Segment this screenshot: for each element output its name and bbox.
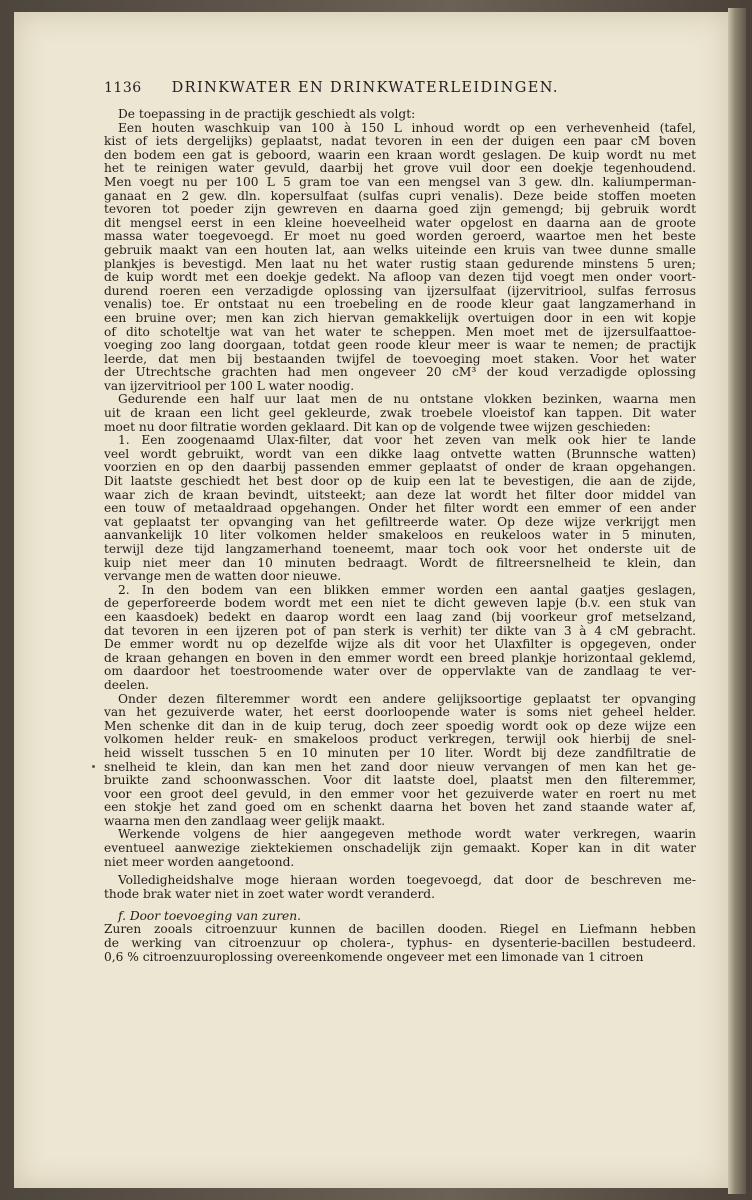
margin-speck (92, 765, 95, 768)
text-line: een kaasdoek) bedekt en daarop wordt een laag zand (bij voorkeur grof metselzand, (104, 609, 696, 624)
page-edge (728, 8, 746, 1194)
text-line: De toepassing in de practijk geschiedt als volgt: (118, 107, 416, 121)
paragraph-acids (104, 923, 696, 964)
text-line: de geperforeerde bodem wordt met een niet te dicht geweven lapje (b.v. een stuk van (104, 596, 696, 611)
text-line: De emmer wordt nu op dezelfde wijze als dit voor het Ulaxfilter is opgegeven, onder (104, 637, 696, 652)
text-line: het te reinigen water gevuld, daarbij het grove vuil door een doekje tegenhoudend. (104, 161, 696, 176)
text-line: waar zich de kraan bevindt, uitsteekt; aan deze lat wordt het filter door middel van (104, 487, 696, 502)
text-line: volkomen helder reuk- en smakeloos product verkregen, terwijl ook hierbij de snel- (104, 732, 696, 747)
text-line: Onder dezen filteremmer wordt een andere gelijksoortige geplaatst ter opvanging (118, 691, 696, 706)
text-line: niet meer worden aangetoond. (104, 854, 295, 869)
paragraph-method-1 (104, 434, 696, 584)
text-line: gebruik maakt van een houten lat, aan welks uiteinde een kruis van twee dunne smalle (104, 242, 696, 257)
text-line: veel wordt gebruikt, wordt van een dikke laag ontvette watten (Brunnsche watten) (104, 446, 696, 461)
paragraph-result (104, 828, 696, 869)
text-line: der Utrechtsche grachten had men ongeveer 20 cM³ der koud verzadigde oplossing (104, 365, 696, 380)
paragraph-procedure (104, 122, 696, 394)
paragraph-filter-bucket (104, 693, 696, 829)
spacer (104, 901, 696, 909)
text-line: eventueel aanwezige ziektekiemen onschadelijk zijn gemaakt. Koper kan in dit water (104, 841, 696, 856)
paragraph-intro (104, 108, 696, 122)
text-line: kist of iets dergelijks) geplaatst, nadat tevoren in een der duigen een paar cM boven (104, 134, 696, 149)
text-line: van het gezuiverde water, het eerst doorloopende water is soms niet geheel helder. (104, 705, 696, 720)
section-heading: f. Door toevoeging van zuren. (118, 909, 301, 924)
text-line: voorzien en op den daarbij passenden emmer geplaatst of onder de kraan opgehangen. (104, 460, 696, 475)
text-line: den bodem een gat is geboord, waarin een kraan wordt geslagen. De kuip wordt nu met (104, 147, 696, 162)
text-line: Werkende volgens de hier aangegeven methode wordt water verkregen, waarin (118, 827, 696, 842)
page-number: 1136 (104, 80, 142, 96)
running-header (104, 80, 604, 102)
text-line: venalis) toe. Er ontstaat nu een troebeling en de roode kleur gaat langzamerhand in (104, 297, 696, 312)
text-line: een touw of metaaldraad opgehangen. Onder het filter wordt een emmer of een ander (104, 501, 696, 516)
text-line: durend roeren een verzadigde oplossing van ijzersulfaat (ijzervitriool, sulfas ferrosus (104, 283, 696, 298)
text-line: kuip niet meer dan 10 minuten bedraagt. Wordt de filtreersnelheid te klein, dan (104, 555, 696, 570)
running-title: DRINKWATER EN DRINKWATERLEIDINGEN. (171, 80, 559, 96)
text-line: ganaat en 2 gew. dln. kopersulfaat (sulfas cupri venalis). Deze beide stoffen moeten (104, 188, 696, 203)
text-line: 0,6 % citroenzuuroplossing overeenkomende ongeveer met een limonade van 1 citroen (104, 949, 644, 964)
text-line: vat geplaatst ter opvanging van het gefiltreerde water. Op deze wijze verkrijgt men (104, 514, 696, 529)
text-line: plankjes is bevestigd. Men laat nu het water rustig staan gedurende minstens 5 uren; (104, 256, 696, 271)
text-line: Men voegt nu per 100 L 5 gram toe van een mengsel van 3 gew. dln. kaliumperman- (104, 174, 696, 189)
text-line: thode brak water niet in zoet water wordt veranderd. (104, 886, 435, 901)
text-line: 2. In den bodem van een blikken emmer worden een aantal gaatjes geslagen, (118, 582, 696, 597)
paragraph-settling (104, 393, 696, 434)
text-line: dat tevoren in een ijzeren pot of pan sterk is verhit) ter dikte van 3 à 4 cM gebracht. (104, 623, 696, 638)
text-line: heid wisselt tusschen 5 en 10 minuten per 10 liter. Wordt bij deze zandfiltratie de (104, 745, 696, 760)
text-line: waarna men den zandlaag weer gelijk maakt. (104, 813, 386, 828)
text-line: bruikte zand schoonwasschen. Voor dit laatste doel, plaatst men den filteremmer, (104, 773, 696, 788)
text-line: deelen. (104, 677, 150, 692)
text-line: de kraan gehangen en boven in den emmer wordt een breed plankje horizontaal geklemd, (104, 650, 696, 665)
text-line: of dito schoteltje wat van het water te scheppen. Men moet met de ijzersulfaattoe- (104, 324, 696, 339)
text-line: dit mengsel eerst in een kleine hoeveelheid water opgelost en daarna aan de groote (104, 215, 696, 230)
text-line: tevoren tot poeder zijn gewreven en daarna goed zijn gemengd; bij gebruik wordt (104, 202, 696, 217)
text-line: Men schenke dit dan in de kuip terug, doch zeer spoedig wordt ook op deze wijze een (104, 718, 696, 733)
text-line: leerde, dat men bij bestaanden twijfel de toevoeging moet staken. Voor het water (104, 351, 696, 366)
paragraph-brackish (104, 874, 696, 901)
text-line: uit de kraan een licht geel gekleurde, zwak troebele vloeistof kan tappen. Dit water (104, 406, 696, 421)
text-line: 1. Een zoogenaamd Ulax-filter, dat voor het zeven van melk ook hier te lande (118, 433, 696, 448)
paragraph-method-2 (104, 584, 696, 693)
text-line: de kuip wordt met een doekje gedekt. Na afloop van dezen tijd voegt men onder voort- (104, 270, 696, 285)
text-line: vervange men de watten door nieuwe. (104, 569, 342, 584)
body-text (104, 108, 696, 964)
text-line: van ijzervitriool per 100 L water noodig. (104, 378, 355, 393)
text-line: terwijl deze tijd langzamerhand toeneemt, maar toch ook voor het onderste uit de (104, 542, 696, 556)
text-line: massa water toegevoegd. Er moet nu goed worden geroerd, waartoe men het beste (104, 229, 696, 244)
text-line: de werking van citroenzuur op cholera-, typhus- en dysenterie-bacillen bestudeerd. (104, 936, 696, 951)
text-line: Zuren zooals citroenzuur kunnen de bacillen dooden. Riegel en Liefmann hebben (104, 922, 696, 937)
text-line: snelheid te klein, dan kan men het zand door nieuw vervangen of men kan het ge- (104, 759, 696, 774)
text-line: Dit laatste geschiedt het best door op de kuip een lat te bevestigen, die aan de zijde, (104, 474, 696, 489)
text-line: voeging zoo lang doorgaan, totdat geen roode kleur meer is waar te nemen; de practijk (104, 338, 696, 353)
text-line: Een houten waschkuip van 100 à 150 L inhoud wordt op een verhevenheid (tafel, (118, 120, 696, 135)
text-line: een bruine over; men kan zich hiervan gemakkelijk overtuigen door in een wit kopje (104, 310, 696, 325)
text-line: moet nu door filtratie worden geklaard. Dit kan op de volgende twee wijzen geschieden: (104, 419, 651, 434)
text-line: aanvankelijk 10 liter volkomen helder smakeloos en reukeloos water in 5 minuten, (104, 528, 696, 543)
text-line: Volledigheidshalve moge hieraan worden toegevoegd, dat door de beschreven me- (118, 873, 696, 888)
text-line: voor een groot deel gevuld, in den emmer voor het gezuiverde water en roert nu met (104, 786, 696, 801)
text-line: Gedurende een half uur laat men de nu ontstane vlokken bezinken, waarna men (118, 392, 696, 407)
text-line: een stokje het zand goed om en schenkt daarna het boven het zand staande water af, (104, 800, 696, 815)
text-line: om daardoor het toestroomende water over de oppervlakte van de zandlaag te ver- (104, 664, 696, 679)
